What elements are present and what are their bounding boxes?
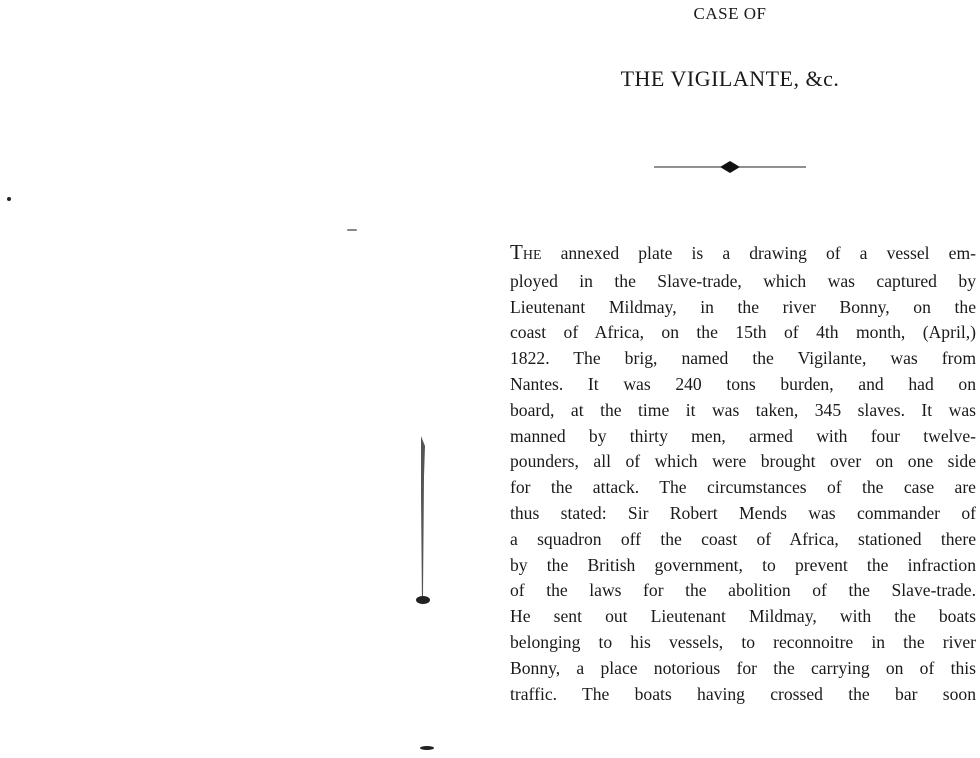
text-line: for the attack. The circumstances of the case are	[510, 477, 976, 498]
diamond-rule-ornament	[654, 158, 806, 176]
text-line: ployed in the Slave-trade, which was captured by	[510, 270, 976, 291]
text-line: 1822. The brig, named the Vigilante, was from	[510, 348, 976, 369]
text-line: of the laws for the abolition of the Slave-trade.	[510, 580, 976, 601]
drop-initial: T	[510, 240, 523, 264]
ink-speck	[420, 746, 434, 750]
text-line: Bonny, a place notorious for the carrying on of this	[510, 657, 976, 678]
ink-speck	[347, 229, 357, 231]
text-line: pounders, all of which were brought over on one side	[510, 451, 976, 472]
ink-speck	[7, 197, 11, 201]
text-line: He sent out Lieutenant Mildmay, with the boats	[510, 606, 976, 627]
text-line: manned by thirty men, armed with four twelve-	[510, 425, 976, 446]
text-line: belonging to his vessels, to reconnoitre in the river	[510, 631, 976, 652]
text-line: Lieutenant Mildmay, in the river Bonny, on the	[510, 296, 976, 317]
text-line-last: traffic. The boats having crossed the bar soon	[510, 683, 976, 704]
text-line: thus stated: Sir Robert Mends was commander of	[510, 502, 976, 523]
body-paragraph	[510, 240, 976, 707]
ink-speck	[416, 596, 430, 604]
text-line: board, at the time it was taken, 345 slaves. It was	[510, 399, 976, 420]
small-caps-rest: HE	[522, 248, 542, 263]
text-line: coast of Africa, on the 15th of 4th month, (April,)	[510, 322, 976, 343]
gutter-bleed-mark	[420, 436, 426, 606]
line-text: annexed plate is a drawing of a vessel em-	[541, 243, 976, 263]
text-line-1	[510, 240, 976, 269]
page-kicker: CASE OF	[693, 4, 767, 23]
text-line: a squadron off the coast of Africa, stationed there	[510, 528, 976, 549]
text-line: Nantes. It was 240 tons burden, and had on	[510, 373, 976, 394]
page-title: THE VIGILANTE, &c.	[620, 66, 840, 91]
text-line: by the British government, to prevent the infraction	[510, 554, 976, 575]
